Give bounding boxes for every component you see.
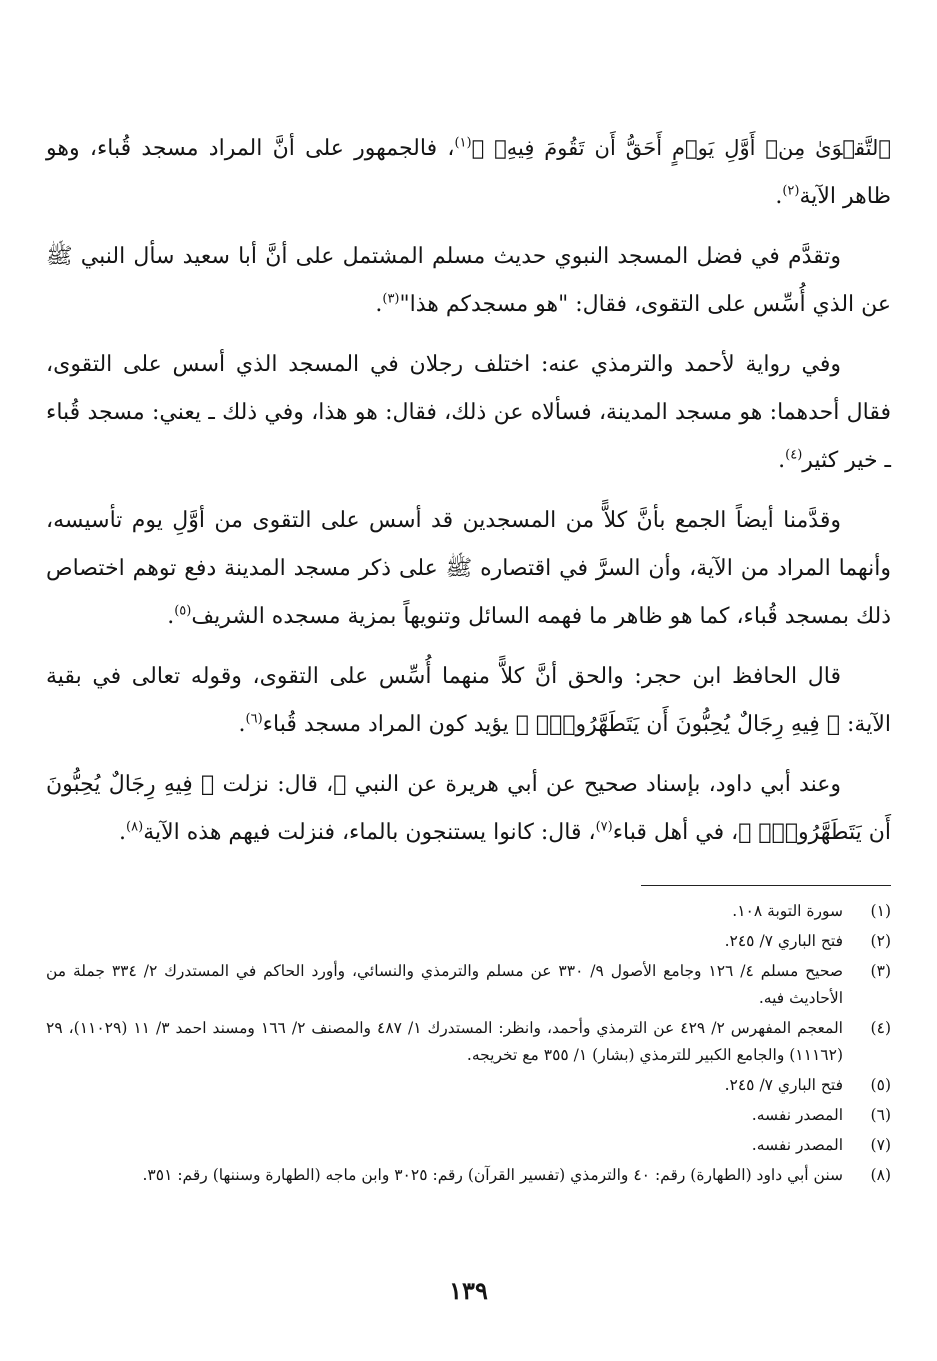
- page-number: ١٣٩: [449, 1276, 488, 1305]
- footnote-3: [46, 958, 891, 1012]
- footnote-text: المصدر نفسه.: [751, 1136, 843, 1154]
- text-span: قال الحافظ ابن حجر: والحق أنَّ كلاًّ منهما أُسِّس على التقوى، وقوله تعالى في بقية الآية: ﴿ فِيهِ رِجَالٌ يُحِبُّونَ أَن يَتَطَهَّرُواْۚ ﴾ يؤيد كون المراد مسجد قُباء: [46, 664, 891, 737]
- paragraph-6: [46, 761, 891, 857]
- paragraph-1: [46, 124, 891, 221]
- footnote-number: (٨): [870, 1166, 891, 1184]
- footnote-number: (٧): [870, 1136, 891, 1154]
- paragraph-5: [46, 653, 891, 749]
- footnote-7: [46, 1132, 891, 1159]
- footnote-ref-3: (٣): [382, 291, 400, 307]
- footnote-ref-4: (٤): [785, 447, 803, 463]
- footnote-text: سورة التوبة ١٠٨.: [732, 902, 843, 920]
- footnote-number: (٤): [870, 1019, 891, 1037]
- footnote-2: [46, 928, 891, 955]
- footnote-4: [46, 1015, 891, 1069]
- footnote-ref-6: (٦): [245, 711, 263, 727]
- footnote-ref-1: (١): [454, 135, 472, 151]
- text-span: وعند أبي داود، بإسناد صحيح عن أبي هريرة عن النبي ﷺ، قال: نزلت ﴿ فِيهِ رِجَالٌ يُحِبُّونَ أَن يَتَطَهَّرُواْۚ ﴾، في أهل قباء: [46, 772, 891, 845]
- text-span: ، فالجمهور على أنَّ المراد مسجد قُباء، وهو ظاهر الآية: [46, 136, 891, 209]
- text-span: وفي رواية لأحمد والترمذي عنه: اختلف رجلان في المسجد الذي أسس على التقوى، فقال أحدهما: هو مسجد المدينة، فسألاه عن ذلك، فقال: هو هذا، وفي ذلك ـ يعني: مسجد قُباء ـ خير كثير: [46, 352, 891, 473]
- footnote-number: (٥): [870, 1076, 891, 1094]
- footnote-ref-7: (٧): [595, 819, 613, 835]
- footnotes-section: [46, 898, 891, 1192]
- footnote-ref-8: (٨): [126, 819, 144, 835]
- footnote-number: (٢): [870, 932, 891, 950]
- footnote-number: (١): [870, 902, 891, 920]
- paragraph-2: [46, 233, 891, 329]
- quran-verse: ٱلتَّقۡوَىٰ مِنۡ أَوَّلِ يَوۡمٍ أَحَقُّ أَن تَقُومَ فِيهِۚ ﴾: [471, 136, 891, 160]
- text-span: .: [775, 184, 783, 209]
- footnote-number: (٣): [870, 962, 891, 980]
- footnote-text: المصدر نفسه.: [751, 1106, 843, 1124]
- paragraph-4: [46, 497, 891, 641]
- footnote-text: سنن أبي داود (الطهارة) رقم: ٤٠ والترمذي (تفسير القرآن) رقم: ٣٠٢٥ وابن ماجه (الطهارة وسننها) رقم: ٣٥١.: [142, 1166, 843, 1184]
- paragraph-3: [46, 341, 891, 485]
- text-span: .: [778, 448, 786, 473]
- text-span: .: [238, 712, 246, 737]
- footnote-5: [46, 1072, 891, 1099]
- text-span: ، قال: كانوا يستنجون بالماء، فنزلت فيهم هذه الآية: [143, 820, 596, 845]
- text-span: .: [375, 292, 383, 317]
- main-text: [46, 124, 891, 869]
- footnote-text: صحيح مسلم ٤/ ١٢٦ وجامع الأصول ٩/ ٣٣٠ عن مسلم والترمذي والنسائي، وأورد الحاكم في المستدرك ٢/ ٣٣٤ جملة من الأحاديث فيه.: [46, 962, 844, 1007]
- footnote-divider: [641, 885, 891, 886]
- footnote-ref-2: (٢): [782, 183, 800, 199]
- footnote-text: فتح الباري ٧/ ٢٤٥.: [724, 1076, 843, 1094]
- footnote-8: [46, 1162, 891, 1189]
- footnote-text: المعجم المفهرس ٢/ ٤٢٩ عن الترمذي وأحمد، وانظر: المستدرك ١/ ٤٨٧ والمصنف ٢/ ١٦٦ ومسند احمد ٣/ ١١ (١١٠٢٩)، ٢٩ (١١١٦٢) والجامع الكبير للترمذي (بشار) ١/ ٣٥٥ مع تخريجه.: [46, 1019, 843, 1064]
- footnote-6: [46, 1102, 891, 1129]
- text-span: وتقدَّم في فضل المسجد النبوي حديث مسلم المشتمل على أنَّ أبا سعيد سأل النبي ﷺ عن الذي أُسِّس على التقوى، فقال: "هو مسجدكم هذا": [46, 244, 891, 317]
- text-span: .: [119, 820, 127, 845]
- footnote-1: [46, 898, 891, 925]
- text-span: .: [167, 604, 175, 629]
- text-span: وقدَّمنا أيضاً الجمع بأنَّ كلاًّ من المسجدين قد أسس على التقوى من أوَّلِ يوم تأسيسه، وأنهما المراد من الآية، وأن السرَّ في اقتصاره ﷺ على ذكر مسجد المدينة دفع توهم اختصاص ذلك بمسجد قُباء، كما هو ظاهر ما فهمه السائل وتنويهاً بمزية مسجده الشريف: [46, 508, 891, 629]
- footnote-text: فتح الباري ٧/ ٢٤٥.: [724, 932, 843, 950]
- footnote-ref-5: (٥): [174, 603, 192, 619]
- footnote-number: (٦): [870, 1106, 891, 1124]
